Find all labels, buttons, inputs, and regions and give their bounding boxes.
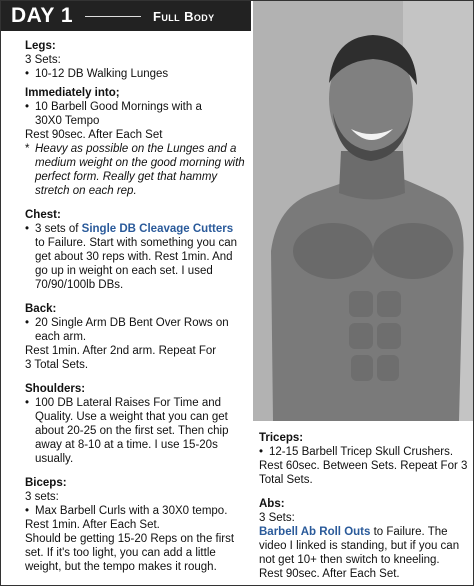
triceps-heading: Triceps: <box>259 432 304 444</box>
immediately-note <box>25 142 255 198</box>
right-column <box>259 431 471 581</box>
bullet-glyph: • <box>25 397 30 409</box>
asterisk-glyph: * <box>25 143 30 155</box>
left-column <box>25 39 255 574</box>
back-item-text: 20 Single Arm DB Bent Over Rows on each arm. <box>35 317 229 343</box>
single-db-cleavage-cutters-link[interactable]: Single DB Cleavage Cutters <box>81 223 234 235</box>
chest-heading: Chest: <box>25 209 61 221</box>
legs-item <box>25 67 255 81</box>
triceps-item-text: 12-15 Barbell Tricep Skull Crushers. <box>269 446 454 458</box>
day-subtitle: Full Body <box>153 8 215 24</box>
triceps-item <box>259 445 471 459</box>
athlete-illustration <box>253 1 474 421</box>
bullet-glyph: • <box>259 446 264 458</box>
back-heading: Back: <box>25 303 57 315</box>
abs-sets: 3 Sets: <box>259 512 295 524</box>
legs-heading: Legs: <box>25 40 56 52</box>
biceps-heading: Biceps: <box>25 477 67 489</box>
immediately-item-text: 10 Barbell Good Mornings with a 30X0 Tempo <box>35 101 202 127</box>
legs-item-text: 10-12 DB Walking Lunges <box>35 68 169 80</box>
abs-rest-text: to Failure. The video I linked is standing, but if you can not get 10+ then switch to kneeling. Rest 90sec. After Each Set. <box>259 526 460 580</box>
abs-text <box>259 525 471 581</box>
chest-item <box>25 222 255 292</box>
day-title: DAY 1 <box>11 4 74 27</box>
immediately-item <box>25 100 255 128</box>
back-item <box>25 316 255 344</box>
day-header <box>1 1 251 31</box>
biceps-sets: 3 sets: <box>25 491 59 503</box>
bullet-glyph: • <box>25 68 30 80</box>
biceps-extra: Should be getting 15-20 Reps on the first set. If it's too light, you can add a little weight, but the tempo makes it rough. <box>25 533 235 573</box>
bullet-glyph: • <box>25 223 30 235</box>
shoulders-item-text: 100 DB Lateral Raises For Time and Quality. Use a weight that you can get about 20-25 on the first set. Then chip away at 8-10 at a time. I use 15-20s usually. <box>35 397 229 465</box>
barbell-ab-roll-outs-link[interactable]: Barbell Ab Roll Outs <box>259 526 371 538</box>
shoulders-item <box>25 396 255 466</box>
triceps-rest: Rest 60sec. Between Sets. Repeat For 3 Total Sets. <box>259 460 468 486</box>
chest-item-prefix: 3 sets of <box>35 223 82 235</box>
immediately-heading: Immediately into; <box>25 87 120 99</box>
immediately-note-text: Heavy as possible on the Lunges and a medium weight on the good morning with perfect form. Really get that hammy stretch on each rep. <box>35 143 245 197</box>
legs-sets: 3 Sets: <box>25 54 61 66</box>
biceps-rest: Rest 1min. After Each Set. <box>25 519 160 531</box>
biceps-item-text: Max Barbell Curls with a 30X0 tempo. <box>35 505 228 517</box>
biceps-item <box>25 504 255 518</box>
athlete-photo <box>253 1 474 421</box>
bullet-glyph: • <box>25 101 30 113</box>
shoulders-heading: Shoulders: <box>25 383 86 395</box>
bullet-glyph: • <box>25 505 30 517</box>
abs-heading: Abs: <box>259 498 285 510</box>
chest-item-rest: to Failure. Start with something you can get about 30 reps with. Rest 1min. And go up in weight on each set. I used 70/90/100lb DBs. <box>35 237 237 291</box>
back-rest: Rest 1min. After 2nd arm. Repeat For 3 Total Sets. <box>25 345 217 371</box>
immediately-rest: Rest 90sec. After Each Set <box>25 129 163 141</box>
bullet-glyph: • <box>25 317 30 329</box>
header-divider <box>85 16 141 17</box>
chest-item-text <box>35 222 237 292</box>
